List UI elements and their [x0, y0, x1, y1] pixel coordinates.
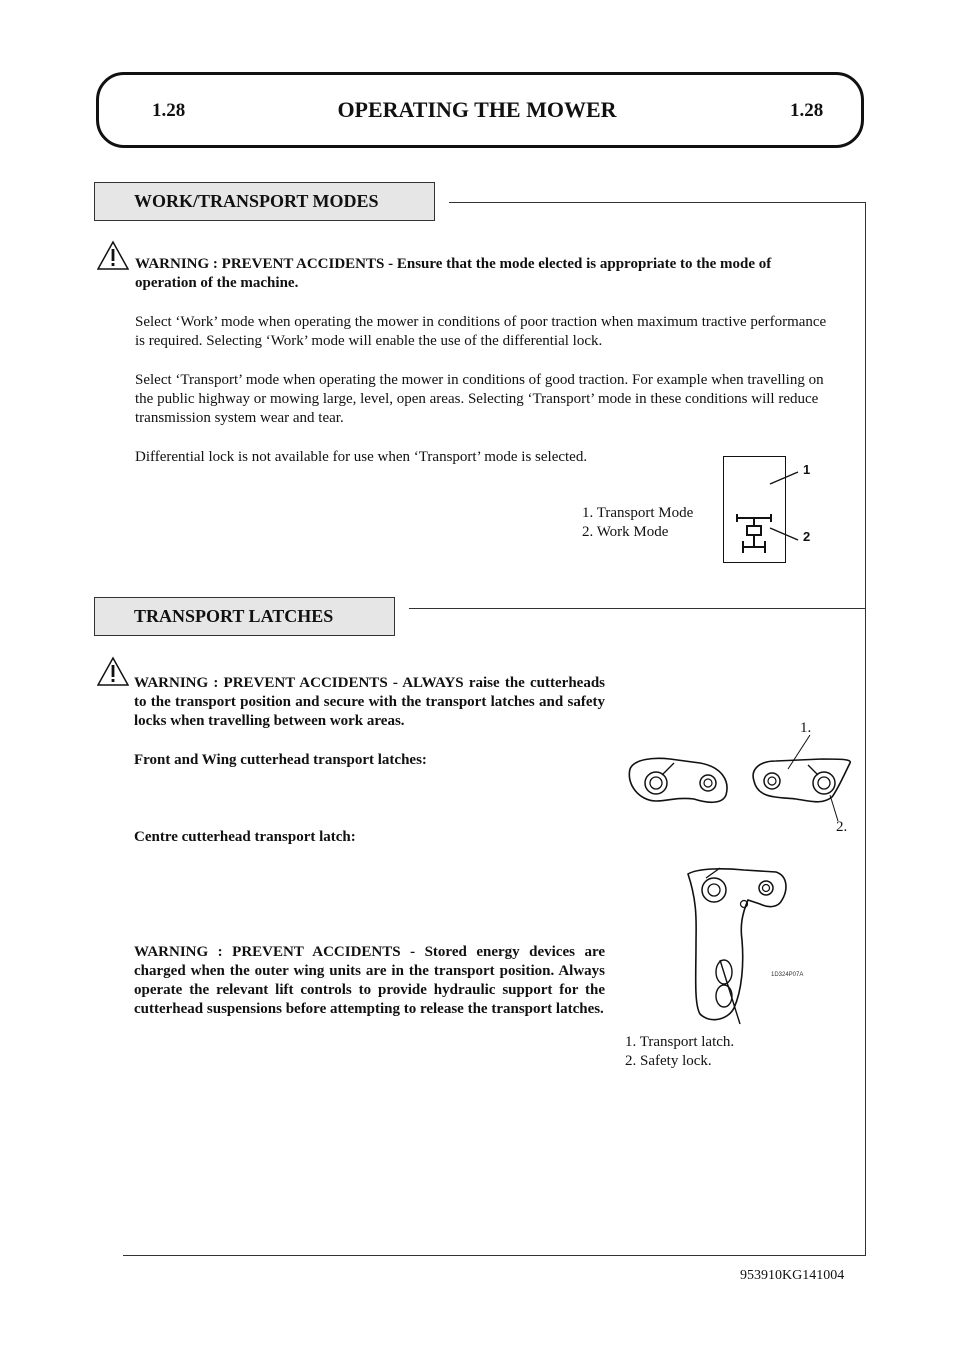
- warning-latches-text: WARNING : PREVENT ACCIDENTS - ALWAYS raise the cutterheads to the transport position and secure with the transport latches and safety locks when travelling between work areas.: [134, 675, 605, 729]
- right-border: [865, 202, 866, 1256]
- stored-energy-warning: WARNING : PREVENT ACCIDENTS - Stored energy devices are charged when the outer wing units are in the transport position. Always operate the relevant lift controls to provide hydraulic support for the cutterhead suspensions before attempting to release the transport latches.: [134, 944, 605, 1017]
- bottom-border: [123, 1255, 866, 1256]
- page-title: OPERATING THE MOWER: [337, 97, 617, 122]
- transport-mode-paragraph: Select ‘Transport’ mode when operating the mower in conditions of good traction. For example when travelling on the public highway or mowing large, level, open areas. Selecting ‘Transport’ mode in these conditions will reduce transmission system wear and tear.: [135, 372, 824, 426]
- legend-transport-latch: 1. Transport latch.: [625, 1034, 735, 1050]
- work-mode-paragraph: Select ‘Work’ mode when operating the mower in conditions of poor traction when maximum tractive performance is required. Selecting ‘Work’ mode will enable the use of the differential lock.: [135, 314, 827, 349]
- legend-work-mode: 2. Work Mode: [582, 524, 669, 540]
- section-rule: [449, 202, 866, 203]
- mode-figure-leaders: [768, 462, 804, 552]
- diff-lock-paragraph: Differential lock is not available for use when ‘Transport’ mode is selected.: [135, 449, 588, 465]
- figure-code: 1D324P07A: [771, 972, 804, 978]
- latch-figure-label-2: 2.: [836, 819, 848, 835]
- section-rule-2: [409, 608, 866, 609]
- legend-safety-lock: 2. Safety lock.: [625, 1053, 712, 1069]
- centre-latch-figure: [684, 864, 794, 1026]
- latch-figure-label-1: 1.: [800, 720, 812, 736]
- warning-triangle-icon: [97, 656, 129, 686]
- legend-transport-mode: 1. Transport Mode: [582, 505, 694, 521]
- figure-label-1: 1: [803, 462, 811, 477]
- front-wing-latch-figure: [626, 735, 854, 835]
- document-code: 953910KG141004: [740, 1268, 845, 1283]
- figure-label-2: 2: [803, 529, 811, 544]
- section-heading-transport-latches: TRANSPORT LATCHES: [94, 597, 395, 636]
- section-heading-work-transport: WORK/TRANSPORT MODES: [94, 182, 435, 221]
- section-number-left: 1.28: [152, 100, 186, 121]
- centre-latch-label: Centre cutterhead transport latch:: [134, 829, 356, 845]
- section-number-right: 1.28: [790, 100, 824, 121]
- warning-mode-text: WARNING : PREVENT ACCIDENTS - Ensure that the mode elected is appropriate to the mode of operation of the machine.: [135, 256, 772, 291]
- front-wing-latches-label: Front and Wing cutterhead transport latches:: [134, 752, 427, 768]
- warning-triangle-icon: [97, 240, 129, 270]
